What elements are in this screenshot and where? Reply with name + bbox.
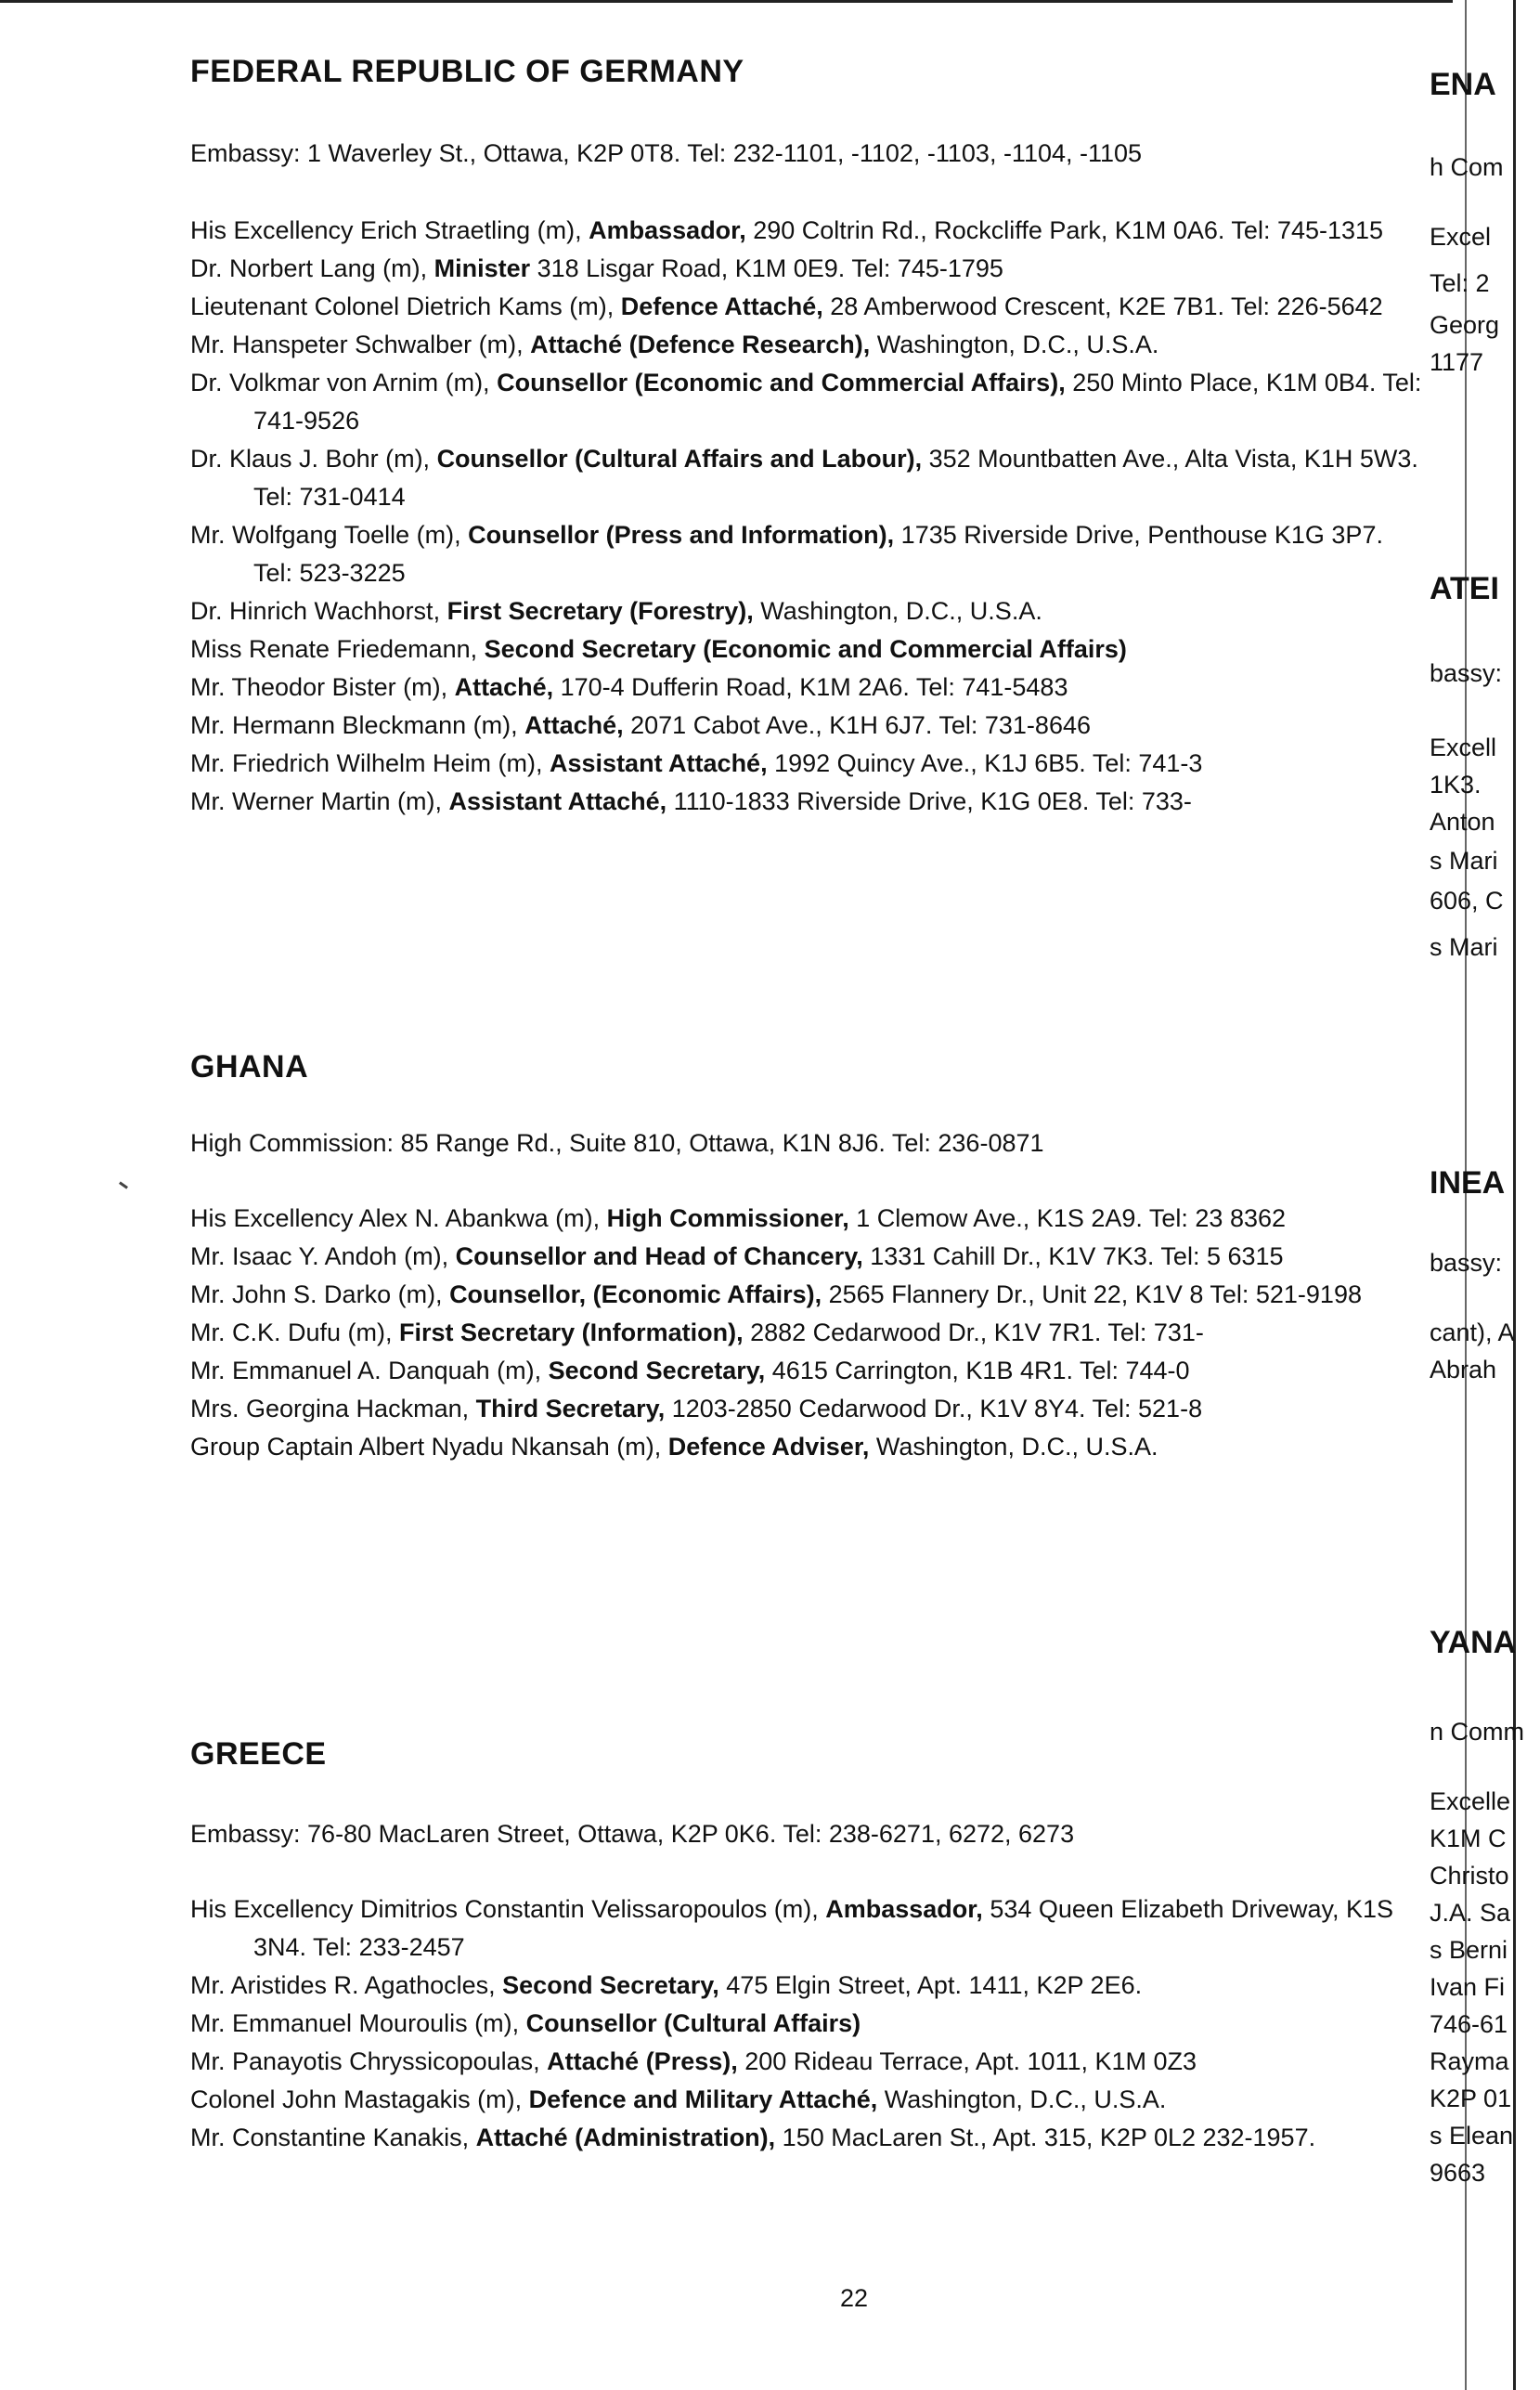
staff-address: 1110-1833 Riverside Drive, K1G 0E8. Tel: 733- [666, 787, 1192, 815]
staff-role: Attaché (Press), [547, 2047, 738, 2075]
staff-role: First Secretary (Information), [399, 1318, 744, 1346]
staff-entry [190, 516, 1425, 592]
staff-entry [190, 212, 1425, 250]
staff-entry [190, 2005, 1425, 2043]
adjacent-page-fragment: J.A. Sa [1430, 1899, 1511, 1927]
staff-entry [190, 707, 1425, 745]
staff-role: Second Secretary, [502, 1971, 719, 1999]
staff-entry [190, 783, 1425, 821]
staff-name: His Excellency Dimitrios Constantin Velissaropoulos (m), [190, 1895, 826, 1923]
adjacent-page-fragment: K2P 01 [1430, 2085, 1512, 2112]
adjacent-page-fragment: INEA [1430, 1165, 1506, 1201]
staff-entry [190, 1428, 1425, 1466]
staff-role: Counsellor (Cultural Affairs and Labour), [436, 445, 923, 473]
staff-name: Miss Renate Friedemann, [190, 635, 485, 663]
staff-name: Mr. Aristides R. Agathocles, [190, 1971, 503, 1999]
staff-name: Dr. Klaus J. Bohr (m), [190, 445, 437, 473]
adjacent-page-fragment: ENA [1430, 67, 1496, 102]
staff-role: Defence and Military Attaché, [528, 2085, 878, 2113]
staff-address: 1331 Cahill Dr., K1V 7K3. Tel: 5 6315 [862, 1242, 1284, 1270]
staff-role: Second Secretary, [548, 1357, 766, 1384]
mission-address: High Commission: 85 Range Rd., Suite 810, Ottawa, K1N 8J6. Tel: 236-0871 [190, 1129, 1044, 1157]
adjacent-page-fragment: h Com [1430, 153, 1504, 181]
staff-role: Assistant Attaché, [550, 749, 768, 777]
staff-name: Colonel John Mastagakis (m), [190, 2085, 529, 2113]
staff-role: Counsellor (Economic and Commercial Affairs), [497, 369, 1066, 396]
adjacent-page-fragment: Anton [1430, 808, 1495, 836]
staff-entry [190, 1200, 1425, 1238]
staff-address: 318 Lisgar Road, K1M 0E9. Tel: 745-1795 [530, 254, 1003, 282]
mission-address: Embassy: 1 Waverley St., Ottawa, K2P 0T8. Tel: 232-1101, -1102, -1103, -1104, -1105 [190, 139, 1143, 167]
staff-entry [190, 250, 1425, 288]
staff-name: Mr. Theodor Bister (m), [190, 673, 455, 701]
staff-address: 170-4 Dufferin Road, K1M 2A6. Tel: 741-5483 [553, 673, 1068, 701]
country-heading: GHANA [190, 1049, 309, 1085]
scan-mark [119, 1181, 128, 1189]
staff-role: First Secretary (Forestry), [446, 597, 754, 625]
staff-address: 250 Minto Place, K1M 0B4. Tel: 741-9526 [253, 369, 1422, 435]
staff-list [190, 212, 1425, 821]
adjacent-page-fragment: ATEI [1430, 571, 1499, 606]
staff-role: Counsellor (Cultural Affairs) [525, 2009, 861, 2037]
adjacent-page-fragment: bassy: [1430, 659, 1503, 687]
staff-address: 1992 Quincy Ave., K1J 6B5. Tel: 741-3 [767, 749, 1203, 777]
staff-entry [190, 592, 1425, 630]
adjacent-page-fragment: K1M C [1430, 1825, 1507, 1852]
staff-address: 352 Mountbatten Ave., Alta Vista, K1H 5W3. Tel: 731-0414 [253, 445, 1418, 511]
adjacent-page-fragment: Excel [1430, 223, 1492, 251]
staff-address: Washington, D.C., U.S.A. [870, 331, 1159, 358]
staff-address: 475 Elgin Street, Apt. 1411, K2P 2E6. [718, 1971, 1143, 1999]
staff-role: Assistant Attaché, [448, 787, 667, 815]
staff-address: 150 MacLaren St., Apt. 315, K2P 0L2 232-1957. [775, 2124, 1316, 2151]
staff-role: Attaché, [524, 711, 624, 739]
staff-role: Counsellor and Head of Chancery, [455, 1242, 863, 1270]
adjacent-page-fragment: Rayma [1430, 2047, 1509, 2075]
staff-entry [190, 326, 1425, 364]
staff-name: His Excellency Alex N. Abankwa (m), [190, 1204, 607, 1232]
staff-entry [190, 2119, 1425, 2157]
adjacent-page-fragment: s Mari [1430, 933, 1498, 961]
staff-address: 534 Queen Elizabeth Driveway, K1S 3N4. Tel: 233-2457 [253, 1895, 1394, 1961]
adjacent-page-fragment: Excell [1430, 734, 1497, 761]
staff-name: Mr. Isaac Y. Andoh (m), [190, 1242, 456, 1270]
adjacent-page-fragment: 9663 [1430, 2159, 1486, 2187]
staff-entry [190, 288, 1425, 326]
staff-address: Washington, D.C., U.S.A. [753, 597, 1042, 625]
staff-role: Ambassador, [825, 1895, 983, 1923]
staff-entry [190, 1390, 1425, 1428]
staff-name: Mr. Constantine Kanakis, [190, 2124, 476, 2151]
staff-role: Defence Adviser, [667, 1433, 870, 1461]
adjacent-page-fragment: s Berni [1430, 1936, 1508, 1964]
staff-name: Mr. Werner Martin (m), [190, 787, 449, 815]
staff-entry [190, 1352, 1425, 1390]
staff-name: Mr. C.K. Dufu (m), [190, 1318, 400, 1346]
adjacent-page-fragment: n Comm [1430, 1718, 1525, 1746]
staff-role: Counsellor (Press and Information), [468, 521, 895, 549]
adjacent-page-fragment: 1177 [1430, 348, 1484, 376]
adjacent-page-fragment: cant), A [1430, 1318, 1515, 1346]
adjacent-page-fragment: s Mari [1430, 847, 1498, 875]
page-number: 22 [840, 2284, 869, 2312]
staff-address: 2882 Cedarwood Dr., K1V 7R1. Tel: 731- [743, 1318, 1204, 1346]
staff-name: Mrs. Georgina Hackman, [190, 1395, 476, 1422]
staff-entry [190, 1276, 1425, 1314]
adjacent-page-fragment: s Elean [1430, 2122, 1514, 2150]
staff-address: 1735 Riverside Drive, Penthouse K1G 3P7. Tel: 523-3225 [253, 521, 1383, 587]
adjacent-page-fragment: 606, C [1430, 887, 1504, 915]
staff-address: 200 Rideau Terrace, Apt. 1011, K1M 0Z3 [737, 2047, 1197, 2075]
adjacent-page-fragment: YANA [1430, 1625, 1517, 1660]
staff-address: 1 Clemow Ave., K1S 2A9. Tel: 23 8362 [848, 1204, 1287, 1232]
staff-role: Third Secretary, [475, 1395, 666, 1422]
staff-role: Counsellor, (Economic Affairs), [449, 1280, 822, 1308]
staff-entry [190, 630, 1425, 669]
staff-address: 2071 Cabot Ave., K1H 6J7. Tel: 731-8646 [623, 711, 1091, 739]
staff-address: 2565 Flannery Dr., Unit 22, K1V 8 Tel: 521-9198 [822, 1280, 1362, 1308]
staff-name: Mr. Emmanuel A. Danquah (m), [190, 1357, 549, 1384]
adjacent-page-fragment: 1K3. [1430, 771, 1482, 799]
mission-address: Embassy: 76-80 MacLaren Street, Ottawa, K2P 0K6. Tel: 238-6271, 6272, 6273 [190, 1820, 1075, 1848]
staff-name: Dr. Volkmar von Arnim (m), [190, 369, 498, 396]
staff-entry [190, 2081, 1425, 2119]
staff-entry [190, 1890, 1425, 1967]
staff-entry [190, 669, 1425, 707]
staff-address: 290 Coltrin Rd., Rockcliffe Park, K1M 0A6. Tel: 745-1315 [745, 216, 1384, 244]
top-rule [0, 0, 1453, 3]
staff-role: Minister [434, 254, 531, 282]
adjacent-page-fragment: Christo [1430, 1862, 1509, 1890]
staff-name: Mr. Hanspeter Schwalber (m), [190, 331, 531, 358]
adjacent-page-fragment: Excelle [1430, 1787, 1511, 1815]
adjacent-page-fragment: Tel: 2 [1430, 269, 1490, 297]
staff-name: His Excellency Erich Straetling (m), [190, 216, 589, 244]
staff-role: Attaché (Administration), [475, 2124, 776, 2151]
staff-name: Lieutenant Colonel Dietrich Kams (m), [190, 292, 621, 320]
staff-entry [190, 1314, 1425, 1352]
staff-name: Mr. John S. Darko (m), [190, 1280, 450, 1308]
staff-name: Mr. Wolfgang Toelle (m), [190, 521, 469, 549]
staff-entry [190, 1967, 1425, 2005]
staff-name: Mr. Panayotis Chryssicopoulas, [190, 2047, 548, 2075]
staff-address: Washington, D.C., U.S.A. [869, 1433, 1158, 1461]
adjacent-page-fragment: Abrah [1430, 1356, 1497, 1383]
country-heading: FEDERAL REPUBLIC OF GERMANY [190, 54, 744, 89]
adjacent-page-fragment: bassy: [1430, 1249, 1503, 1277]
staff-entry [190, 2043, 1425, 2081]
staff-entry [190, 1238, 1425, 1276]
country-heading: GREECE [190, 1736, 327, 1772]
staff-address: 4615 Carrington, K1B 4R1. Tel: 744-0 [765, 1357, 1190, 1384]
staff-role: Attaché, [454, 673, 554, 701]
staff-entry [190, 745, 1425, 783]
adjacent-page-fragment: Ivan Fi [1430, 1973, 1506, 2001]
adjacent-page-fragment: 746-61 [1430, 2010, 1508, 2038]
staff-address: Washington, D.C., U.S.A. [877, 2085, 1167, 2113]
staff-role: Attaché (Defence Research), [530, 331, 871, 358]
staff-address: 28 Amberwood Crescent, K2E 7B1. Tel: 226-5642 [822, 292, 1383, 320]
staff-role: Defence Attaché, [620, 292, 823, 320]
staff-role: Second Secretary (Economic and Commercial Affairs) [484, 635, 1127, 663]
staff-name: Dr. Norbert Lang (m), [190, 254, 434, 282]
staff-name: Mr. Friedrich Wilhelm Heim (m), [190, 749, 550, 777]
staff-role: Ambassador, [589, 216, 746, 244]
adjacent-page-fragment: Georg [1430, 311, 1500, 339]
staff-entry [190, 440, 1425, 516]
staff-list [190, 1890, 1425, 2157]
staff-name: Dr. Hinrich Wachhorst, [190, 597, 447, 625]
staff-address: 1203-2850 Cedarwood Dr., K1V 8Y4. Tel: 521-8 [665, 1395, 1203, 1422]
staff-name: Mr. Hermann Bleckmann (m), [190, 711, 525, 739]
staff-entry [190, 364, 1425, 440]
staff-list [190, 1200, 1425, 1466]
staff-name: Mr. Emmanuel Mouroulis (m), [190, 2009, 526, 2037]
staff-role: High Commissioner, [606, 1204, 849, 1232]
adjacent-page-fragments [1430, 0, 1540, 2390]
staff-name: Group Captain Albert Nyadu Nkansah (m), [190, 1433, 668, 1461]
